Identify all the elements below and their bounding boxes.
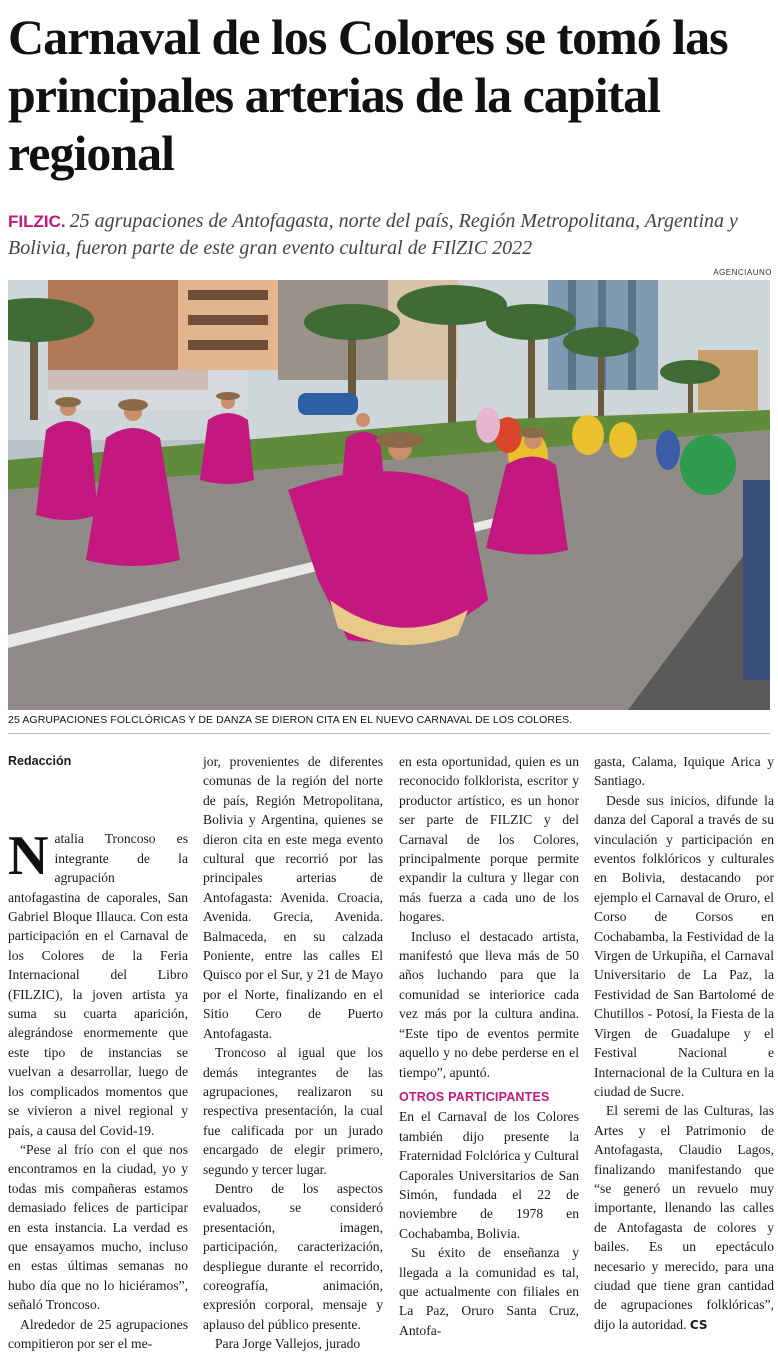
caption-divider: [8, 733, 770, 734]
lead-paragraph: Natalia Troncoso es integrante de la agrupación antofagastina de caporales, San Gabriel Bloque Illauca. Con esta participación en el Carnaval de los Colores de la Feria Internacional del Libro (FILZIC), la joven artista ya suma su cuarta aparición, alegrándose enormemente que este tipo de instancias se vuelvan a desarrollar, luego de los complicados momentos que se vivieron a nivel regional y país, a causa del Covid-19.: [8, 825, 188, 1138]
drop-cap: N: [8, 825, 49, 888]
deck-text: 25 agrupaciones de Antofagasta, norte del país, Región Metropolitana, Argentina y Bolivia, fueron parte de este gran evento cultural de FIlZIC 2022: [8, 210, 738, 259]
carnival-photo-illustration: [8, 280, 770, 710]
article-column-1: [8, 752, 188, 1353]
paragraph: En el Carnaval de los Colores también dijo presente la Fraternidad Folclórica y Cultural Caporales Universitarios de San Simón, fundada el 22 de noviembre de 1978 en Cochabamba, Bolivia.: [399, 1109, 579, 1241]
paragraph: El seremi de las Culturas, las Artes y el Patrimonio de Antofagasta, Claudio Lagos, finalizando manifestando que “se generó un revuelo muy importante, llenando las calles de Antofagasta de colores y bailes. Es un epectáculo necesario y merecido, para una ciudad que tiene gran cantidad de agrupaciones folklóricas”, dijo la autoridad. CS: [594, 1103, 774, 1332]
article-column-3: [399, 752, 579, 1340]
headline: Carnaval de los Colores se tomó las principales arterias de la capital regional: [8, 9, 728, 181]
paragraph: Para Jorge Vallejos, jurado: [215, 1336, 361, 1352]
end-mark-icon: CS: [689, 1317, 708, 1332]
paragraph: Dentro de los aspectos evaluados, se consideró presentación, imagen, participación, caracterización, despliegue durante el recorrido, coreografía, animación, expresión corporal, mensaje y aplauso del público presente.: [203, 1180, 383, 1332]
paragraph: en esta oportunidad, quien es un reconocido folklorista, escritor y productor artístico, es un honor ser parte de FILZIC y del Carnaval de los Colores, principalmente porque permite expandir la cultura y llegar con más fuerza a cada uno de los hogares.: [399, 754, 579, 925]
spectator: [743, 480, 770, 680]
car: [298, 393, 358, 415]
section-subhead: OTROS PARTICIPANTES: [399, 1089, 550, 1104]
byline: Redacción: [8, 754, 72, 768]
paragraph: Alrededor de 25 agrupaciones compitieron por ser el me-: [8, 1316, 188, 1351]
paragraph: gasta, Calama, Iquique Arica y Santiago.: [594, 754, 774, 789]
paragraph: “Pese al frío con el que nos encontramos en la ciudad, yo y todas mis compañeras estamos demasiado felices de participar en esta instancia. La verdad es que ensayamos mucho, incluso en estas últimas semanas no hubo día que no lo hiciéramos”, señaló Troncoso.: [8, 1141, 188, 1313]
article-column-4: [594, 752, 774, 1335]
carnival-photo: [8, 280, 770, 710]
photo-caption: 25 AGRUPACIONES FOLCLÓRICAS Y DE DANZA SE DIERON CITA EN EL NUEVO CARNAVAL DE LOS COLORES.: [8, 714, 573, 726]
deck: [8, 208, 773, 261]
paragraph: Troncoso al igual que los demás integrantes de las agrupaciones, realizaron su respectiva presentación, la cual fue calificada por un jurado encargado de elegir primero, segundo y tercer lugar.: [203, 1045, 383, 1177]
photo-credit: AGENCIAUNO: [713, 268, 772, 277]
article-column-2: [203, 752, 383, 1354]
deck-kicker: FILZIC.: [8, 212, 66, 231]
paragraph: Su éxito de enseñanza y llegada a la comunidad es tal, que actualmente con filiales en La Paz, Oruro Santa Cruz, Antofa-: [399, 1245, 579, 1338]
paragraph: Desde sus inicios, difunde la danza del Caporal a través de su vinculación y participación en eventos folklóricos y culturales en Bolivia, destacando por ejemplo el Carnaval de Oruro, el Corso de Corsos en Cochabamba, la Festividad de la Virgen de Urkupiña, el Carnaval Universitario de La Paz, la Festividad de San Bartolomé de Chutillos - Potosí, la Fiesta de la Virgen de Guadalupe y el Festival Nacional e Internacional de la Cultura en la ciudad de Sucre.: [594, 792, 774, 1099]
paragraph: Incluso el destacado artista, manifestó que lleva más de 50 años luchando para que la comunidad se interiorice cada vez más por la cultura andina. “Este tipo de eventos permite aquello y no debe perderse en el tiempo”, apuntó.: [399, 928, 579, 1080]
paragraph: jor, provenientes de diferentes comunas de la región del norte de país, Región Metropolitana, Bolivia y Argentina, quienes se dieron cita en este mega evento cultural que recorrió por las principales arterias de Antofagasta: Avenida. Croacia, Avenida. Grecia, Avenida. Balmaceda, en su calzada Poniente, entre las calles El Quisco por el Sur, y 21 de Mayo por el Norte, finalizando en el Sitio Cero de Puerto Antofagasta.: [203, 754, 383, 1041]
